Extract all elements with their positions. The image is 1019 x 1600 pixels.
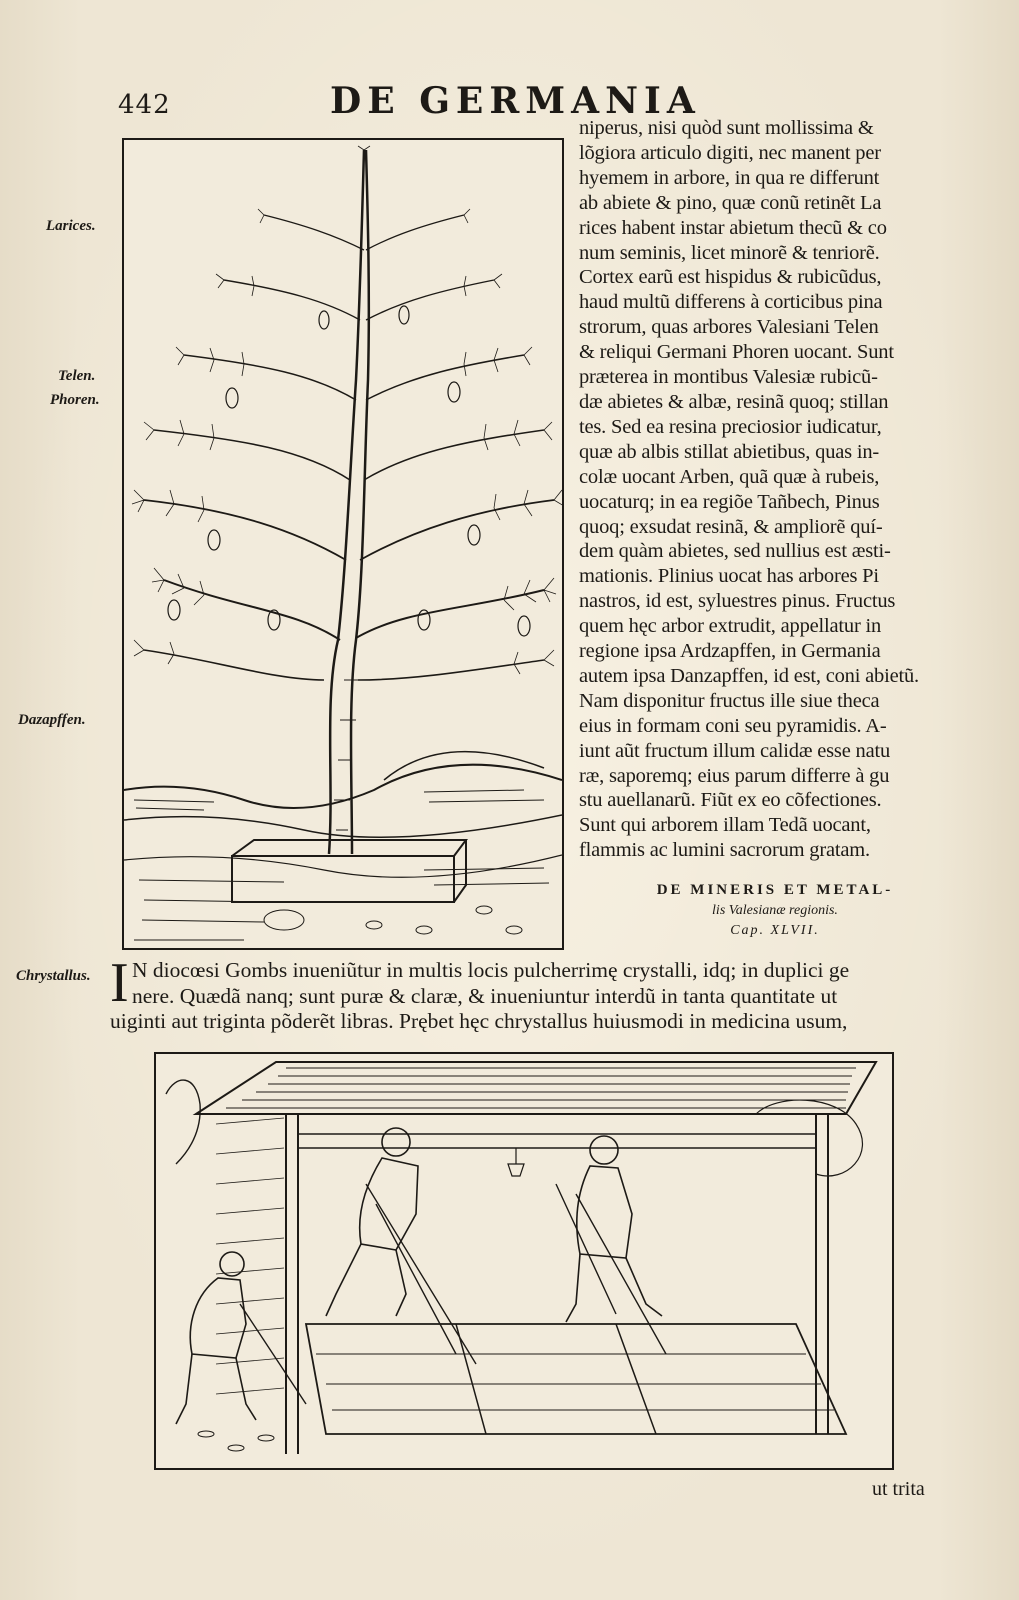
text-line: dem quàm abietes, sed nullius est æsti- (579, 540, 891, 563)
right-text-column (579, 116, 959, 863)
text-line: haud multũ differens à corticibus pina (579, 291, 883, 314)
text-line: uocaturq; in ea regiõe Tañbech, Pinus (579, 490, 880, 513)
text-line: ab abiete & pino, quæ conũ retinẽt La (579, 191, 882, 214)
text-line: nastros, id est, syluestres pinus. Fructus (579, 590, 896, 613)
margin-note-larices: Larices. (46, 218, 96, 234)
larch-tree-woodcut (122, 138, 564, 950)
text-line: stu auellanarũ. Fiũt ex eo cõfectiones. (579, 789, 882, 812)
text-line: num seminis, licet minorẽ & tenriorẽ. (579, 241, 880, 264)
crystal-workshop-woodcut (154, 1052, 894, 1470)
body-paragraph (110, 952, 950, 1035)
body-line: N diocœsi Gombs inueniũtur in multis locis pulcherrimę crystalli, idq; in duplici ge (132, 958, 850, 982)
text-line: Sunt qui arborem illam Tedã uocant, (579, 814, 871, 837)
margin-note-chrystallus: Chrystallus. (16, 968, 91, 984)
margin-note-dazapffen: Dazapffen. (18, 712, 86, 728)
text-line: Cortex earũ est hispidus & rubicũdus, (579, 266, 882, 289)
page-number: 442 (118, 90, 171, 120)
chapter-heading (595, 882, 955, 939)
text-line: flammis ac lumini sacrorum gratam. (579, 839, 870, 862)
text-line: iunt aũt fructum illum calidæ esse natu (579, 739, 891, 762)
text-line: rices habent instar abietum thecũ & co (579, 216, 887, 239)
text-line: quem hęc arbor extrudit, appellatur in (579, 615, 882, 638)
margin-note-telen: Telen. (58, 368, 96, 384)
margin-note-phoren: Phoren. (50, 392, 100, 408)
workers-illustration (156, 1054, 892, 1468)
body-line: nere. Quædã nanq; sunt puræ & claræ, & inueniuntur interdũ in tanta quantitate ut (132, 983, 838, 1008)
chapter-number: Cap. XLVII. (730, 923, 820, 938)
text-line: colæ uocant Arben, quã quæ à rubeis, (579, 465, 880, 488)
text-line: tes. Sed ea resina preciosior iudicatur, (579, 415, 882, 438)
text-line: mationis. Plinius uocat has arbores Pi (579, 565, 879, 588)
larch-tree-illustration (124, 140, 562, 948)
drop-capital: I (110, 952, 129, 1014)
text-line: hyemem in arbore, in qua re differunt (579, 166, 880, 189)
catchword: ut trita (872, 1478, 925, 1500)
text-line: eius in formam coni seu pyramidis. A- (579, 714, 887, 737)
text-line: ræ, saporemq; eius parum differre à gu (579, 764, 890, 787)
text-line: lõgiora articulo digiti, nec manent per (579, 141, 881, 164)
chapter-heading-line1: DE MINERIS ET METAL- (656, 882, 894, 898)
text-line: niperus, nisi quòd sunt mollissima & (579, 117, 874, 139)
text-line: quoq; exsudat resinã, & ampliorẽ quí- (579, 515, 883, 538)
chapter-heading-line2: lis Valesianæ regionis. (712, 903, 838, 918)
text-line: regione ipsa Ardzapffen, in Germania (579, 640, 881, 663)
text-line: & reliqui Germani Phoren uocant. Sunt (579, 341, 894, 364)
body-line: uiginti aut triginta põderẽt libras. Prębet hęc chrystallus huiusmodi in medicina usum, (110, 1009, 848, 1033)
running-head: DE GERMANIA (330, 80, 701, 122)
text-line: dæ abietes & albæ, resinã quoq; stillan (579, 390, 889, 413)
text-line: quæ ab albis stillat abietibus, quas in- (579, 440, 880, 463)
text-line: strorum, quas arbores Valesiani Telen (579, 316, 879, 339)
text-line: Nam disponitur fructus ille siue theca (579, 689, 880, 712)
text-line: præterea in montibus Valesiæ rubicũ- (579, 366, 878, 389)
text-line: autem ipsa Danzapffen, id est, coni abietũ. (579, 664, 919, 687)
